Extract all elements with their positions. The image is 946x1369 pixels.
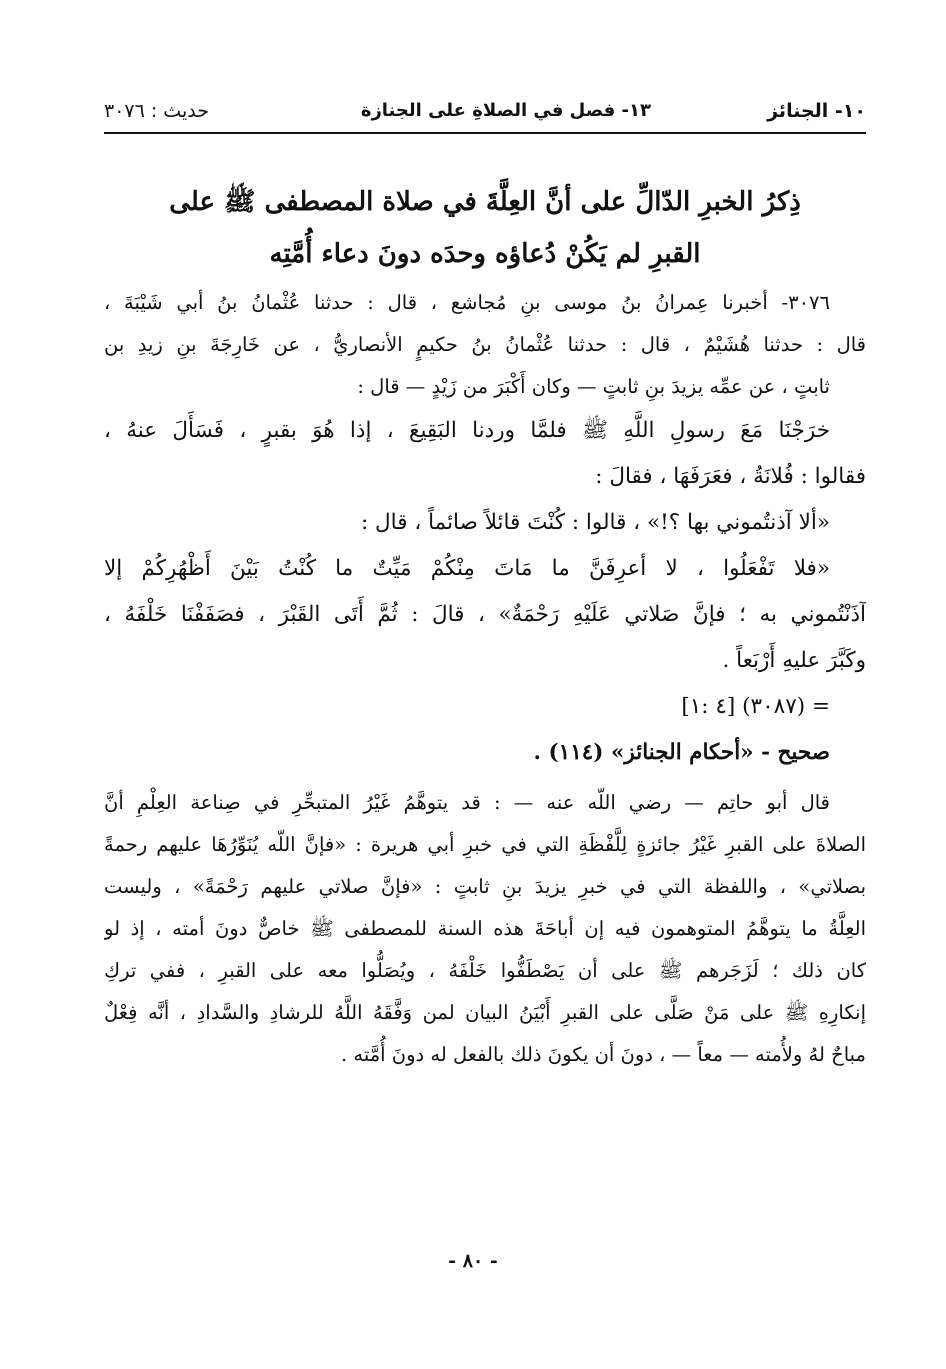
cross-reference: = (٣٠٨٧) [٤ :١] (681, 694, 830, 719)
title-line: القبرِ لم يَكُنْ دُعاؤه وحدَه دونَ دعاء أُمَّتِه (269, 239, 701, 269)
page-number: - ٨٠ - (448, 1250, 498, 1272)
matn-line: آذَنْتُموني به ؛ فإنَّ صَلاتي عَلَيْهِ رَحْمَةٌ» ، قالَ : ثُمَّ أَتَى القَبْرَ ، فصَفَفْنَا خَلْفَهُ ، (104, 602, 866, 627)
commentary-line: إنكارِهِ ﷺ على مَنْ صَلَّى على القبرِ أَبْيَنُ البيان لمن وَفَّقَهُ اللَّهُ للرشادِ والسَّدادِ ، أنَّه فِعْلٌ (104, 1001, 866, 1024)
matn-line: خرَجْنَا مَعَ رسولِ اللَّهِ ﷺ فلمَّا وردنا البَقِيعَ ، إذا هُوَ بقبرٍ ، فَسَأَلَ عنهُ ، (104, 418, 830, 443)
isnad-line: قال : حدثنا هُشَيْمٌ ، قال : حدثنا عُثْمانُ بنُ حكيمٍ الأنصاريُّ ، عن خَارِجَةَ بنِ زيدِ بن (104, 333, 866, 356)
header-section: ١٣- فصل في الصلاةِ على الجنازة (360, 100, 651, 121)
commentary-line: قال أبو حاتِم — رضي اللّه عنه — : قد يتوهَّمُ غَيْرُ المتبحِّرِ في صِناعة العِلْمِ أنَّ (104, 791, 830, 814)
matn-line: وكَبَّرَ عليهِ أَرْبَعاً . (722, 648, 866, 673)
commentary-line: كان ذلك ؛ لَزَجَرهم ﷺ على أن يَصْطَفُّوا خَلْفَهُ ، ويُصَلُّوا معه على القبرِ ، ففي تركِ (104, 959, 866, 982)
header-divider (104, 132, 866, 134)
chapter-title (150, 176, 820, 280)
header-hadith-number: حديث : ٣٠٧٦ (104, 100, 209, 122)
commentary-line: العِلَّةُ ما يتوهَّمُ المتوهمون فيه إن أباحَةَ هذه السنة للمصطفى ﷺ خاصٌّ دونَ أمته ، إذ لو (104, 917, 866, 940)
title-line: ذِكرُ الخبرِ الدّالِّ على أنَّ العِلَّةَ في صلاة المصطفى ﷺ على (169, 187, 801, 217)
commentary-line: الصلاةَ على القبرِ غَيْرُ جائزةٍ لِلَّفْظَةِ التي في خبرِ أبي هريرة : «فإنَّ اللّه يُنَوِّرُهَا عليهم رحمةً (104, 833, 866, 856)
header-chapter: ١٠- الجنائز (767, 100, 866, 122)
grading-line: صحيح - «أحكام الجنائز» (١١٤) . (533, 740, 830, 765)
isnad-line: ثابتٍ ، عن عمِّه يزيدَ بنِ ثابتٍ — وكان أَكْبَرَ من زَيْدٍ — قال : (357, 375, 830, 398)
running-header (104, 92, 866, 132)
hadith-body (104, 282, 866, 1076)
isnad-line: ٣٠٧٦- أخبرنا عِمرانُ بنُ موسى بنِ مُجاشع ، قال : حدثنا عُثْمانُ بنُ أبي شَيْبَةَ ، (104, 291, 830, 314)
matn-line: «ألا آذنتُموني بها ؟!» ، قالوا : كُنْتَ قائلاً صائماً ، قال : (360, 510, 830, 535)
commentary-line: بصلاتي» ، واللفظة التي في خبرِ يزيدَ بنِ ثابتٍ : «فإنَّ صلاتي عليهم رَحْمَةً» ، وليست (104, 875, 866, 898)
commentary-line: مباحٌ لهُ ولأُمته — معاً — ، دونَ أن يكونَ ذلك بالفعل له دونَ أُمَّته . (340, 1043, 866, 1066)
matn-line: «فلا تَفْعَلُوا ، لا أعرِفَنَّ ما مَاتَ مِنْكُمْ مَيِّتٌ ما كُنْتُ بَيْنَ أَظْهُرِكُمْ إلا (104, 556, 830, 581)
matn-line: فقالوا : فُلانَةُ ، فعَرَفَهَا ، فقالَ : (595, 464, 866, 489)
